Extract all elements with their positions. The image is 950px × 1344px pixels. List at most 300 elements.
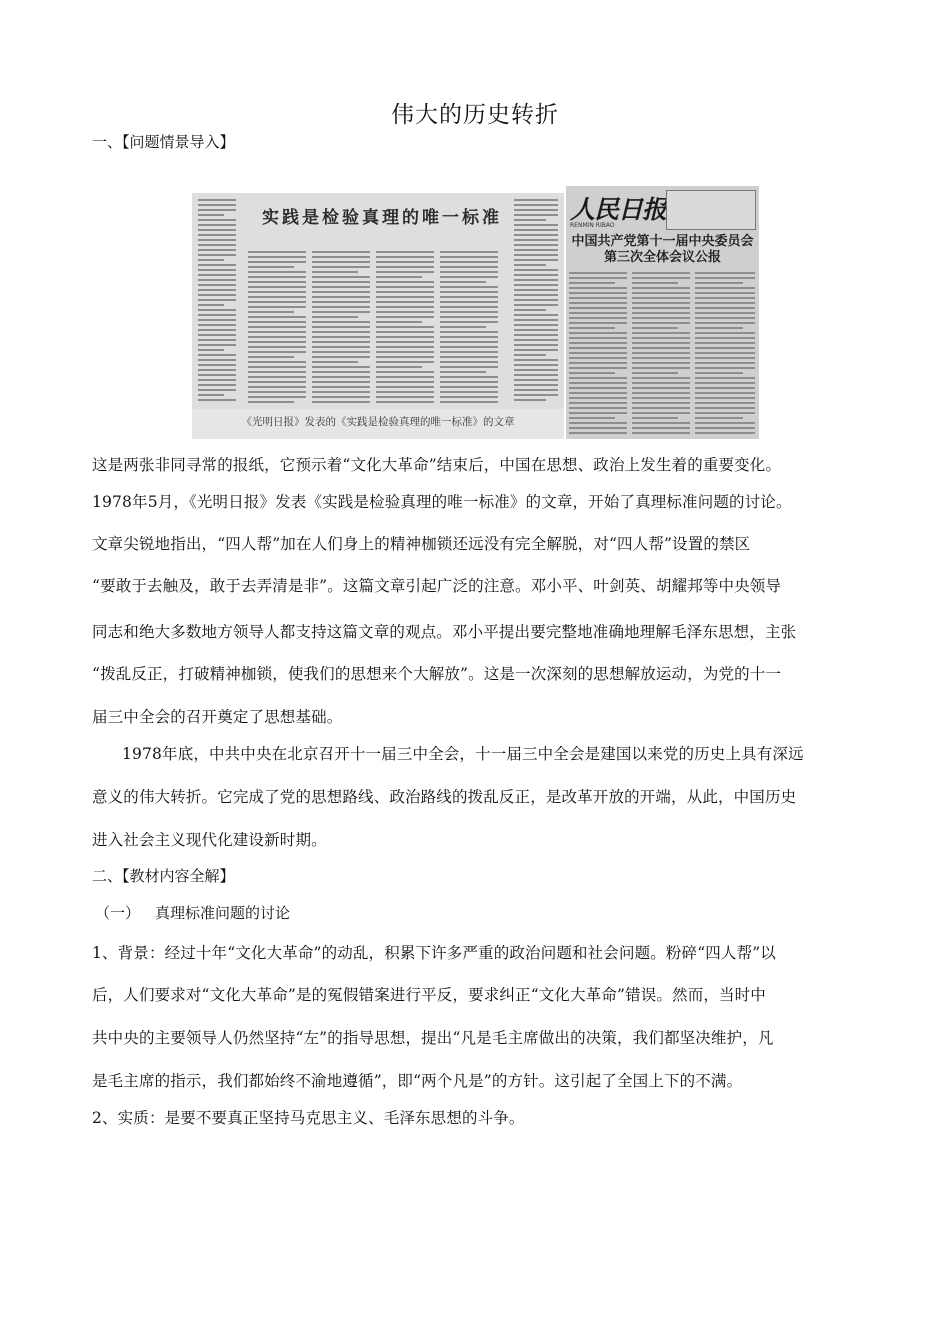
renmin-info-box — [666, 190, 756, 230]
newsprint-line — [569, 392, 627, 394]
newsprint-line — [312, 396, 370, 398]
newsprint-line — [198, 304, 224, 306]
newsprint-line — [569, 282, 615, 284]
newsprint-line — [312, 401, 370, 403]
newsprint-line — [198, 294, 236, 296]
newsprint-line — [198, 329, 236, 331]
newsprint-line — [695, 357, 755, 359]
newsprint-line — [376, 296, 434, 298]
newsprint-line — [440, 321, 498, 323]
newsprint-line — [514, 219, 546, 221]
subsection-heading — [95, 902, 290, 923]
newsprint-line — [695, 312, 755, 314]
newsprint-line — [198, 264, 236, 266]
newsprint-line — [569, 367, 627, 369]
newsprint-line — [569, 402, 627, 404]
newsprint-line — [198, 374, 236, 376]
newsprint-line — [440, 356, 498, 358]
newsprint-line — [632, 297, 690, 299]
newsprint-line — [198, 339, 236, 341]
newsprint-line — [569, 432, 627, 434]
newsprint-line — [695, 407, 755, 409]
newsprint-line — [312, 356, 370, 358]
newsprint-line — [312, 376, 370, 378]
newsprint-line — [514, 199, 558, 201]
newsprint-line — [569, 327, 615, 329]
newsprint-line — [248, 381, 306, 383]
newsprint-line — [312, 276, 370, 278]
newsprint-line — [632, 422, 690, 424]
newsprint-line — [632, 327, 678, 329]
newsprint-line — [514, 234, 558, 236]
newsprint-line — [632, 402, 690, 404]
newsprint-line — [569, 302, 627, 304]
newsprint-line — [312, 316, 358, 318]
newsprint-line — [514, 314, 558, 316]
newsprint-line — [248, 306, 306, 308]
newsprint-line — [514, 379, 558, 381]
newsprint-line — [632, 367, 690, 369]
newsprint-line — [440, 361, 498, 363]
newsprint-line — [440, 276, 498, 278]
newsprint-line — [695, 272, 755, 274]
newsprint-line — [440, 376, 498, 378]
newsprint-line — [248, 386, 306, 388]
newsprint-line — [198, 244, 236, 246]
paragraph-line: “拨乱反正，打破精神枷锁，使我们的思想来个大解放”。这是一次深刻的思想解放运动，为党的十一 — [92, 665, 782, 683]
newsprint-line — [695, 297, 755, 299]
newsprint-line — [569, 352, 627, 354]
newsprint-line — [440, 396, 498, 398]
newsprint-line — [514, 399, 546, 401]
newsprint-line — [312, 321, 370, 323]
newsprint-line — [569, 382, 627, 384]
newsprint-line — [514, 249, 558, 251]
newsprint-line — [632, 317, 690, 319]
newsprint-line — [569, 362, 627, 364]
newsprint-line — [248, 271, 306, 273]
newsprint-line — [198, 274, 236, 276]
newsprint-line — [514, 289, 558, 291]
newsprint-line — [569, 307, 627, 309]
newsprint-line — [198, 369, 236, 371]
newsprint-line — [440, 341, 498, 343]
newsprint-line — [312, 391, 370, 393]
newsprint-line — [198, 209, 236, 211]
renmin-daily-image — [566, 186, 759, 439]
paragraph-line: 共中央的主要领导人仍然坚持“左”的指导思想，提出“凡是毛主席做出的决策，我们都坚决维护，凡 — [92, 1029, 774, 1047]
paragraph-line: 同志和绝大多数地方领导人都支持这篇文章的观点。邓小平提出要完整地准确地理解毛泽东思想，主张 — [92, 623, 797, 641]
renmin-masthead-subtitle: RENMIN RIBAO — [570, 222, 615, 229]
newsprint-line — [198, 279, 236, 281]
newsprint-line — [632, 362, 690, 364]
newsprint-line — [514, 324, 558, 326]
newsprint-line — [312, 256, 370, 258]
newsprint-line — [514, 389, 558, 391]
newsprint-line — [632, 352, 690, 354]
newsprint-line — [569, 287, 627, 289]
newsprint-line — [440, 311, 498, 313]
newsprint-line — [440, 346, 498, 348]
newsprint-line — [376, 251, 434, 253]
newsprint-line — [695, 422, 755, 424]
newsprint-line — [248, 331, 306, 333]
newsprint-line — [695, 367, 755, 369]
newsprint-line — [695, 307, 755, 309]
newsprint-line — [514, 209, 558, 211]
newsprint-line — [198, 389, 236, 391]
newsprint-line — [248, 376, 306, 378]
paragraph-line: 文章尖锐地指出，“四人帮”加在人们身上的精神枷锁还远没有完全解脱，对“四人帮”设置的禁区 — [92, 535, 751, 553]
newsprint-line — [695, 392, 755, 394]
newsprint-line — [514, 304, 558, 306]
newsprint-line — [695, 337, 755, 339]
guangming-caption: 《光明日报》发表的《实践是检验真理的唯一标准》的文章 — [241, 416, 515, 428]
newsprint-line — [514, 334, 558, 336]
newsprint-line — [514, 309, 546, 311]
newsprint-line — [632, 382, 690, 384]
newsprint-line — [514, 319, 558, 321]
newsprint-line — [312, 301, 370, 303]
newsprint-line — [198, 269, 236, 271]
newsprint-line — [248, 296, 306, 298]
newsprint-line — [376, 256, 434, 258]
newsprint-line — [312, 371, 370, 373]
newsprint-line — [569, 422, 627, 424]
newsprint-line — [440, 316, 498, 318]
paragraph-line: 进入社会主义现代化建设新时期。 — [92, 831, 327, 849]
newsprint-line — [440, 261, 498, 263]
newsprint-line — [248, 346, 306, 348]
newsprint-line — [695, 427, 755, 429]
newsprint-line — [248, 256, 306, 258]
newsprint-line — [312, 296, 370, 298]
newsprint-line — [632, 347, 690, 349]
newsprint-line — [198, 284, 236, 286]
newsprint-line — [248, 356, 294, 358]
newsprint-line — [376, 361, 434, 363]
newsprint-line — [198, 249, 236, 251]
renmin-headline-line1: 中国共产党第十一届中央委员会 — [571, 234, 754, 249]
newsprint-line — [198, 254, 236, 256]
newsprint-line — [695, 347, 755, 349]
newsprint-line — [695, 282, 743, 284]
newsprint-line — [312, 311, 370, 313]
newsprint-line — [514, 279, 558, 281]
renmin-masthead: 人民日报 — [570, 195, 667, 224]
newsprint-line — [312, 361, 358, 363]
newsprint-line — [695, 287, 755, 289]
newsprint-line — [632, 272, 690, 274]
newsprint-line — [198, 229, 236, 231]
newsprint-line — [440, 401, 498, 403]
newsprint-line — [376, 271, 434, 273]
newsprint-line — [312, 341, 370, 343]
newsprint-line — [632, 417, 678, 419]
newsprint-line — [248, 261, 306, 263]
newsprint-line — [440, 281, 486, 283]
newsprint-line — [695, 352, 755, 354]
newsprint-line — [695, 302, 755, 304]
paragraph-line: 1、背景：经过十年“文化大革命”的动乱，积累下许多严重的政治问题和社会问题。粉碎“四人帮”以 — [92, 944, 776, 962]
newsprint-line — [440, 351, 498, 353]
newsprint-line — [198, 239, 236, 241]
newsprint-line — [312, 291, 370, 293]
paragraph-line: 这是两张非同寻常的报纸，它预示着“文化大革命”结束后，中国在思想、政治上发生着的重要变化。 — [92, 456, 782, 474]
newsprint-line — [248, 301, 306, 303]
newsprint-line — [312, 346, 370, 348]
page-title: 伟大的历史转折 — [391, 102, 559, 128]
newsprint-line — [376, 386, 434, 388]
newsprint-line — [198, 219, 236, 221]
newsprint-line — [440, 291, 498, 293]
newsprint-line — [569, 292, 627, 294]
newsprint-line — [312, 331, 370, 333]
newsprint-line — [440, 256, 498, 258]
newsprint-line — [312, 351, 370, 353]
newsprint-line — [632, 432, 690, 434]
newsprint-line — [695, 317, 755, 319]
newsprint-line — [376, 376, 434, 378]
paragraph-line: 届三中全会的召开奠定了思想基础。 — [92, 708, 343, 726]
newsprint-line — [514, 264, 546, 266]
newsprint-line — [198, 319, 236, 321]
newsprint-line — [569, 297, 627, 299]
newsprint-line — [312, 326, 370, 328]
newsprint-line — [312, 266, 370, 268]
newsprint-line — [632, 277, 690, 279]
newsprint-line — [376, 321, 422, 323]
newsprint-line — [440, 326, 486, 328]
newsprint-line — [248, 326, 306, 328]
newsprint-line — [569, 427, 627, 429]
subsection-title: 真理标准问题的讨论 — [155, 904, 291, 922]
newsprint-line — [198, 354, 236, 356]
newsprint-line — [695, 332, 755, 334]
newsprint-line — [569, 372, 615, 374]
newsprint-line — [514, 244, 558, 246]
newsprint-line — [198, 224, 236, 226]
newsprint-line — [569, 412, 627, 414]
newsprint-line — [569, 347, 627, 349]
newsprint-line — [695, 322, 755, 324]
newsprint-line — [695, 372, 743, 374]
newsprint-line — [514, 259, 558, 261]
newsprint-line — [198, 314, 236, 316]
newsprint-line — [514, 214, 558, 216]
newsprint-line — [632, 412, 690, 414]
newsprint-line — [569, 322, 627, 324]
newsprint-line — [376, 396, 434, 398]
newsprint-line — [514, 224, 558, 226]
newsprint-line — [569, 312, 627, 314]
newsprint-line — [632, 302, 690, 304]
newsprint-line — [198, 349, 224, 351]
newsprint-line — [440, 336, 498, 338]
newsprint-line — [198, 344, 236, 346]
newsprint-line — [514, 329, 558, 331]
newsprint-line — [514, 269, 558, 271]
newsprint-line — [632, 292, 690, 294]
newsprint-line — [632, 307, 690, 309]
newsprint-line — [376, 261, 434, 263]
newsprint-line — [312, 386, 370, 388]
newsprint-line — [440, 301, 498, 303]
newsprint-line — [198, 299, 236, 301]
paragraph-line: 1978年5月，《光明日报》发表《实践是检验真理的唯一标准》的文章，开始了真理标准问题的讨论。 — [92, 493, 792, 511]
newsprint-line — [695, 277, 755, 279]
newsprint-line — [440, 331, 498, 333]
section-heading-intro: 一、【问题情景导入】 — [92, 133, 235, 151]
newsprint-line — [440, 266, 498, 268]
newsprint-line — [514, 384, 558, 386]
newsprint-line — [312, 261, 370, 263]
newsprint-line — [514, 229, 558, 231]
newsprint-line — [198, 384, 236, 386]
newsprint-line — [632, 312, 690, 314]
newsprint-line — [198, 324, 236, 326]
newsprint-line — [632, 387, 690, 389]
newsprint-line — [376, 366, 422, 368]
newsprint-line — [440, 251, 498, 253]
newsprint-line — [198, 334, 236, 336]
newsprint-line — [198, 204, 236, 206]
newsprint-line — [376, 391, 434, 393]
newsprint-line — [376, 286, 434, 288]
newsprint-line — [695, 417, 743, 419]
newsprint-line — [569, 272, 627, 274]
newsprint-line — [198, 379, 236, 381]
newsprint-line — [695, 432, 755, 434]
guangming-headline: 实践是检验真理的唯一标准 — [262, 208, 502, 228]
newsprint-line — [632, 282, 678, 284]
newsprint-line — [376, 301, 434, 303]
newsprint-line — [312, 251, 370, 253]
paragraph-line: 2、实质：是要不要真正坚持马克思主义、毛泽东思想的斗争。 — [92, 1109, 525, 1127]
newsprint-line — [514, 364, 558, 366]
newsprint-line — [248, 276, 306, 278]
newsprint-line — [248, 316, 306, 318]
newsprint-line — [248, 251, 306, 253]
newsprint-line — [514, 274, 558, 276]
newsprint-line — [198, 199, 236, 201]
newsprint-line — [632, 392, 690, 394]
newsprint-line — [198, 289, 236, 291]
newsprint-line — [695, 402, 755, 404]
newsprint-line — [440, 381, 498, 383]
newsprint-line — [376, 351, 434, 353]
newsprint-line — [632, 337, 690, 339]
newsprint-line — [514, 369, 558, 371]
newsprint-line — [514, 204, 558, 206]
newsprint-line — [514, 294, 558, 296]
newsprint-line — [695, 377, 755, 379]
newsprint-line — [440, 366, 498, 368]
newsprint-line — [440, 306, 498, 308]
newsprint-line — [632, 377, 690, 379]
newsprint-line — [312, 366, 370, 368]
newsprint-line — [440, 371, 486, 373]
newsprint-line — [440, 296, 498, 298]
newsprint-line — [312, 306, 370, 308]
newsprint-line — [440, 286, 498, 288]
newsprint-line — [514, 254, 558, 256]
newsprint-line — [248, 281, 306, 283]
newsprint-line — [632, 342, 690, 344]
newsprint-line — [248, 371, 306, 373]
newsprint-line — [695, 387, 755, 389]
paragraph-line: 后，人们要求对“文化大革命”是的冤假错案进行平反，要求纠正“文化大革命”错误。然而，当时中 — [92, 986, 766, 1004]
newsprint-line — [632, 287, 690, 289]
newsprint-line — [248, 366, 306, 368]
newsprint-line — [376, 311, 434, 313]
newsprint-line — [198, 364, 236, 366]
newsprint-line — [440, 271, 498, 273]
newsprint-line — [514, 359, 558, 361]
newsprint-line — [632, 407, 690, 409]
newsprint-line — [569, 407, 627, 409]
newsprint-line — [248, 341, 306, 343]
newsprint-line — [198, 214, 224, 216]
newsprint-line — [569, 387, 627, 389]
newsprint-line — [312, 281, 370, 283]
newsprint-line — [695, 327, 743, 329]
newsprint-line — [569, 342, 627, 344]
newsprint-line — [632, 357, 690, 359]
newsprint-line — [248, 391, 306, 393]
newsprint-line — [695, 412, 755, 414]
newsprint-line — [514, 339, 558, 341]
newsprint-line — [695, 362, 755, 364]
newsprint-line — [248, 311, 294, 313]
newsprint-line — [248, 336, 306, 338]
paragraph-line: 是毛主席的指示，我们都始终不渝地遵循”，即“两个凡是”的方针。这引起了全国上下的不满。 — [92, 1072, 743, 1090]
guangming-daily-image — [192, 193, 564, 439]
newsprint-line — [569, 332, 627, 334]
newsprint-line — [248, 291, 306, 293]
newsprint-line — [569, 397, 627, 399]
newsprint-line — [514, 354, 546, 356]
newsprint-line — [248, 286, 306, 288]
newsprint-line — [376, 266, 434, 268]
newsprint-line — [376, 341, 434, 343]
newsprint-line — [312, 271, 358, 273]
newsprint-line — [248, 361, 306, 363]
newsprint-line — [376, 401, 434, 403]
renmin-headline — [568, 234, 757, 266]
newsprint-line — [569, 357, 627, 359]
paragraph-line: 1978年底，中共中央在北京召开十一届三中全会，十一届三中全会是建国以来党的历史上具有深远 — [122, 745, 804, 763]
newsprint-line — [198, 309, 236, 311]
newsprint-line — [198, 234, 236, 236]
newsprint-line — [376, 316, 434, 318]
newsprint-line — [514, 394, 558, 396]
newsprint-line — [198, 359, 236, 361]
newsprint-line — [569, 417, 615, 419]
newsprint-line — [514, 344, 558, 346]
newsprint-line — [376, 371, 434, 373]
newsprint-line — [514, 374, 558, 376]
renmin-headline-line2: 第三次全体会议公报 — [603, 250, 721, 265]
newsprint-line — [632, 322, 690, 324]
newsprint-line — [376, 306, 434, 308]
newsprint-line — [376, 336, 434, 338]
newsprint-line — [198, 399, 236, 401]
newsprint-line — [376, 331, 434, 333]
paragraph-line: “要敢于去触及，敢于去弄清是非”。这篇文章引起广泛的注意。邓小平、叶剑英、胡耀邦等中央领导 — [92, 577, 782, 595]
newsprint-line — [632, 427, 690, 429]
newsprint-line — [248, 266, 294, 268]
